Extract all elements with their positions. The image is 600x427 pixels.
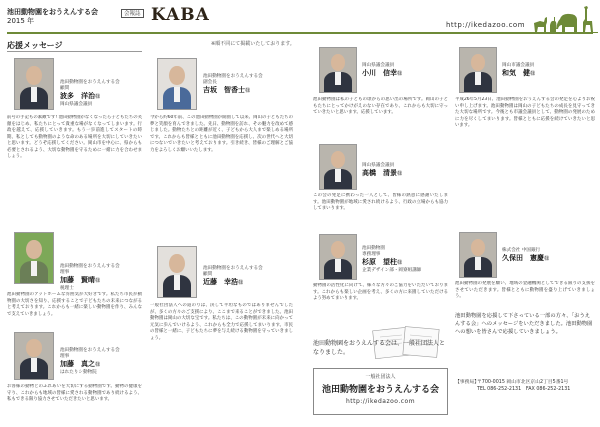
message-body: 平成26年5月23日、池田動物園をおうえんする会の発足を心よりお祝い申し上げます。池田動物園は岡山の子どもたちの成長を見守ってきた大切な場所です。今後とも市議会議員として、動物園の発展のために力を尽くしてまいります。皆様とともに応援を続けていきたいと思います。	[455, 97, 595, 128]
caption-extra: 税理士	[60, 286, 74, 291]
message-body: 動物園の活性化に向けて、様々な方々のご協力をいただいております。これからも楽しい企画を考え、多くの方に来園していただけるよう努めてまいります。	[313, 283, 448, 301]
kaba-logo-text: KABA	[151, 5, 210, 25]
portrait-photo	[459, 232, 497, 278]
message-caption	[60, 264, 142, 292]
caption-name: 小川 信幸様	[362, 69, 403, 77]
office-label: 【事務局】	[455, 380, 479, 385]
order-note: ※順不同にて掲載いたしております。	[211, 41, 295, 47]
message-caption	[362, 163, 448, 179]
message-body: 一般社団法人への道のりは、決して平坦なものではありませんでしたが、多くの方々のご支援により、ここまで来ることができました。池田動物園は岡山の大切な宝です。私たちは、この動物園が未来に向かって元気に歩んでいけるよう、これからも全力で応援してまいります。市民の皆様と一緒に、子どもたちに夢を与え続ける動物園を守っていきましょう。	[150, 303, 293, 341]
caption-extra: はれたりシ動物院	[60, 370, 97, 375]
caption-role: 専務理事	[362, 252, 381, 257]
portrait-photo	[14, 232, 54, 284]
message-caption	[502, 63, 595, 79]
footer-org-box	[313, 368, 448, 415]
brand-block	[7, 8, 127, 26]
portrait-photo	[319, 234, 357, 280]
message-caption	[203, 266, 293, 288]
section-title-rule	[7, 51, 142, 52]
footer-org-name: 池田動物園をおうえんする会	[321, 385, 439, 395]
header-rule	[7, 32, 593, 34]
caption-org: 池田動物園をおうえんする会	[60, 348, 120, 353]
caption-name: 久保田 憲慶様	[502, 254, 550, 262]
message-body: 池田動物園は私の子どもの頃からの思い出の場所です。岡山の子どもたちにとってかけがえのない存在であり、これからも大切に守っていきたいと思います。応援しています。	[313, 97, 448, 115]
caption-name: 近藤 幸浩様	[203, 278, 244, 286]
message-caption	[502, 248, 595, 264]
message-caption	[60, 348, 142, 376]
caption-name: 加藤 真之様	[60, 360, 101, 368]
join-announcement: 池田動物園をおうえんする会は、一般社団法人となりました。	[313, 340, 446, 356]
caption-name: 加藤 賢晴様	[60, 276, 101, 284]
caption-role: 理事	[60, 354, 70, 359]
caption-org: 岡山県議会議員	[362, 63, 395, 68]
message-body: 今から約60年前、この池田動物園が開園して以来、岡山の子どもたちの夢と笑顔を育んできました。先日、動物園を訪れ、その魅力を改めて感じました。動物たちとの距離が近く、子どもから大人まで楽しめる場所です。これからも皆様とともに池田動物園を応援し、次の世代へと大切につないでいきたいと考えております。引き続き、皆様のご理解とご協力をよろしくお願いいたします。	[150, 115, 293, 153]
caption-org: 岡山市議会議員	[502, 63, 535, 68]
message-caption	[362, 246, 448, 274]
caption-org: 池田動物園をおうえんする会	[60, 80, 120, 85]
caption-org: 池田動物園をおうえんする会	[60, 264, 120, 269]
animal-silhouettes-icon	[510, 3, 598, 33]
caption-name: 吉坂 智香士様	[203, 86, 251, 94]
newsletter-badge: 会報誌	[121, 9, 144, 18]
issue-year: 2015 年	[7, 17, 35, 25]
message-caption	[362, 63, 448, 79]
footer-org-type: 一般社団法人	[365, 374, 396, 380]
caption-role: 顧問	[203, 272, 213, 277]
caption-name: 和気 健様	[502, 69, 536, 77]
caption-name: 杉原 望柱様	[362, 258, 403, 266]
caption-role: 理事	[60, 270, 70, 275]
portrait-photo	[157, 58, 197, 110]
portrait-photo	[459, 47, 497, 93]
office-address: 〒700-0015 岡山市北区京山2丁目5番1号	[477, 380, 569, 385]
portrait-photo	[319, 47, 357, 93]
message-body: 池田動物園のアットホームな雰囲気が大好きです。私たち市民が動物園の大切さを知り、応援することで子どもたちの未来につながると考えております。これからも一緒に楽しい動物園を作り、みんなで支えていきましょう。	[7, 292, 142, 317]
section-title: 応援メッセージ	[7, 41, 63, 50]
caption-org: 岡山県議会議員	[362, 163, 395, 168]
caption-name: 波多 洋治様	[60, 92, 101, 100]
caption-name: 高橋 清景様	[362, 169, 403, 177]
kaba-logo	[151, 5, 210, 25]
portrait-photo	[14, 332, 54, 380]
caption-org: 池田動物園をおうえんする会	[203, 74, 263, 79]
message-body: 池田動物園の発展を願い、地域の金融機関としてできる限りの支援をさせていただきます。皆様とともに動物園を盛り上げていきましょう。	[455, 281, 595, 299]
site-url[interactable]: http://ikedazoo.com	[446, 21, 526, 29]
message-caption	[60, 80, 142, 108]
caption-role: 副会長	[203, 80, 217, 85]
closing-message: 池田動物園を応援して下さっている一部の方々、「おうえんする会」へのメッセージをいただきました。池田動物園への想いを皆さんで応援していきましょう。	[455, 313, 593, 335]
page-header	[0, 0, 600, 34]
portrait-photo	[157, 246, 197, 298]
portrait-photo	[319, 144, 357, 190]
org-name: 池田動物園をおうえんする会	[7, 8, 98, 16]
office-phone: TEL 086-252-2131 FAX 086-252-2131	[477, 387, 571, 392]
message-caption	[203, 74, 293, 96]
caption-org: 池田動物園	[362, 246, 385, 251]
message-body: お客様の動物とのふれあいを大切にする動物園です。動物の健康を守り、これからも地域の皆様に愛される動物園であり続けるよう、私もできる限り協力させていただきたいと思います。	[7, 384, 142, 402]
caption-role: 顧問	[60, 86, 70, 91]
message-body: 前号の手記もの素敵です! 池田動物園がなくなったら子どもたちの笑顔をはじめ、私たちにとって貴重な場がなくなってしまいます。行政を越えて、応援していきます。もう一歩前進してスタートの時期、私としても動物園のような命のある場所を大切にしていきたいと思います。どうぞ応援してください。岡山市を中心に、県からも必要とされるよう、大切な動物園を守るために一緒に力を合わせましょう。	[7, 115, 142, 159]
footer-url[interactable]: http://ikedazoo.com	[345, 398, 416, 405]
caption-org: 池田動物園をおうえんする会	[203, 266, 263, 271]
caption-org: 株式会社 中国銀行	[502, 248, 541, 253]
caption-extra: 岡山県議会議員	[60, 102, 93, 107]
caption-extra: 企業デザイン部・岡寮組講師	[362, 268, 422, 273]
portrait-photo	[14, 58, 54, 110]
message-body: この会の発足に携わった一人として、皆様の熱意に感謝いたします。池田動物園が地域に愛され続けるよう、行政の立場からも協力してまいります。	[313, 193, 448, 211]
